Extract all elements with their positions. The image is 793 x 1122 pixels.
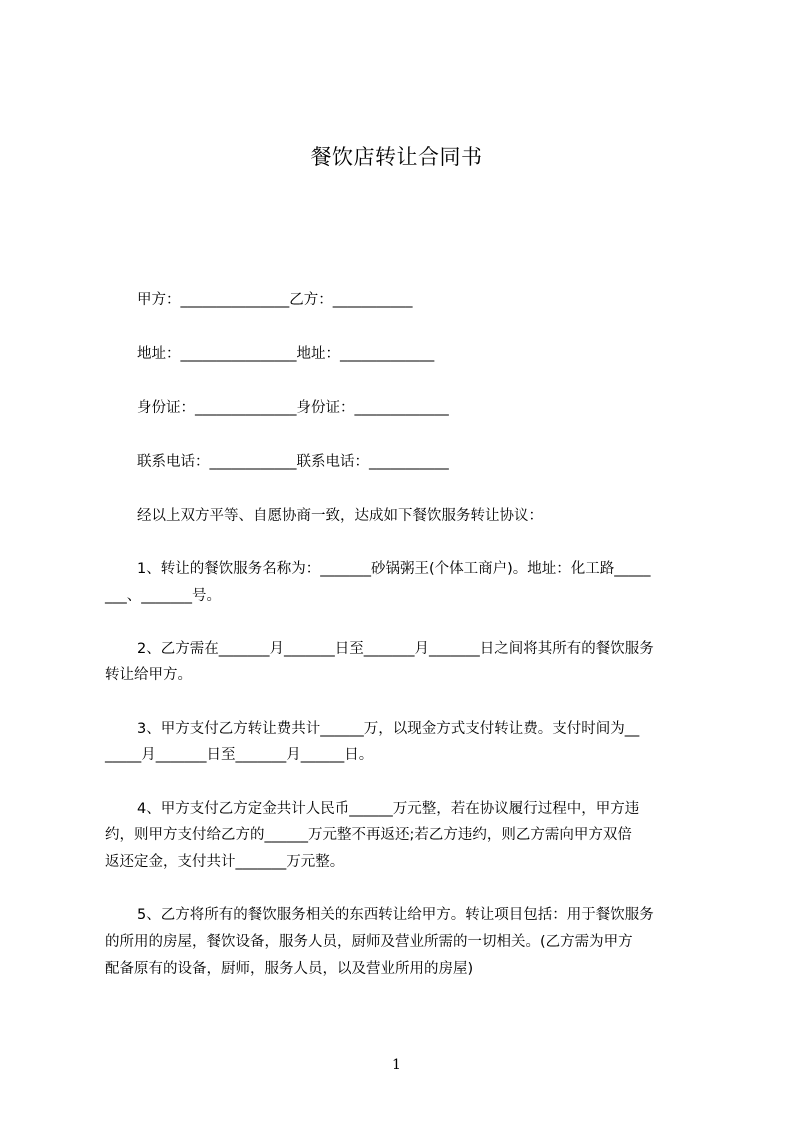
page-number: 1 [392,1057,401,1073]
party-a-b-line: 甲方：_______________乙方：___________ [137,292,413,308]
clause-5-line-2: 的所用的房屋，餐饮设备，服务人员，厨师及营业所需的一切相关。(乙方需为甲方 [105,934,633,950]
clause-2-line-2: 转让给甲方。 [105,667,192,683]
clause-5-line-3: 配备原有的设备，厨师，服务人员，以及营业所用的房屋) [105,961,474,977]
clause-3-line-1: 3、甲方支付乙方转让费共计______万，以现金方式支付转让费。支付时间为__ [137,721,640,737]
clause-2-line-1: 2、乙方需在_______月_______日至_______月_______日之间将其所有的餐饮服务 [137,641,654,657]
id-card-line: 身份证：______________身份证：_____________ [137,400,449,416]
clause-1-line-1: 1、转让的餐饮服务名称为：_______砂锅粥王(个体工商户)。地址：化工路_____ [137,561,651,577]
clause-4-line-2: 约，则甲方支付给乙方的______万元整不再返还;若乙方违约，则乙方需向甲方双倍 [105,827,632,843]
intro-paragraph: 经以上双方平等、自愿协商一致，达成如下餐饮服务转让协议： [137,508,543,524]
address-line: 地址：________________地址：_____________ [137,346,435,362]
clause-5-line-1: 5、乙方将所有的餐饮服务相关的东西转让给甲方。转让项目包括：用于餐饮服务 [137,907,654,923]
clause-4-line-1: 4、甲方支付乙方定金共计人民币______万元整，若在协议履行过程中，甲方违 [137,801,640,817]
clause-3-line-2: _____月_______日至_______月______日。 [105,747,374,763]
document-title: 餐饮店转让合同书 [310,145,483,169]
clause-4-line-3: 返还定金，支付共计_______万元整。 [105,854,345,870]
phone-line: 联系电话：____________联系电话：___________ [137,454,449,470]
clause-1-line-2: ___、_______号。 [105,588,221,604]
